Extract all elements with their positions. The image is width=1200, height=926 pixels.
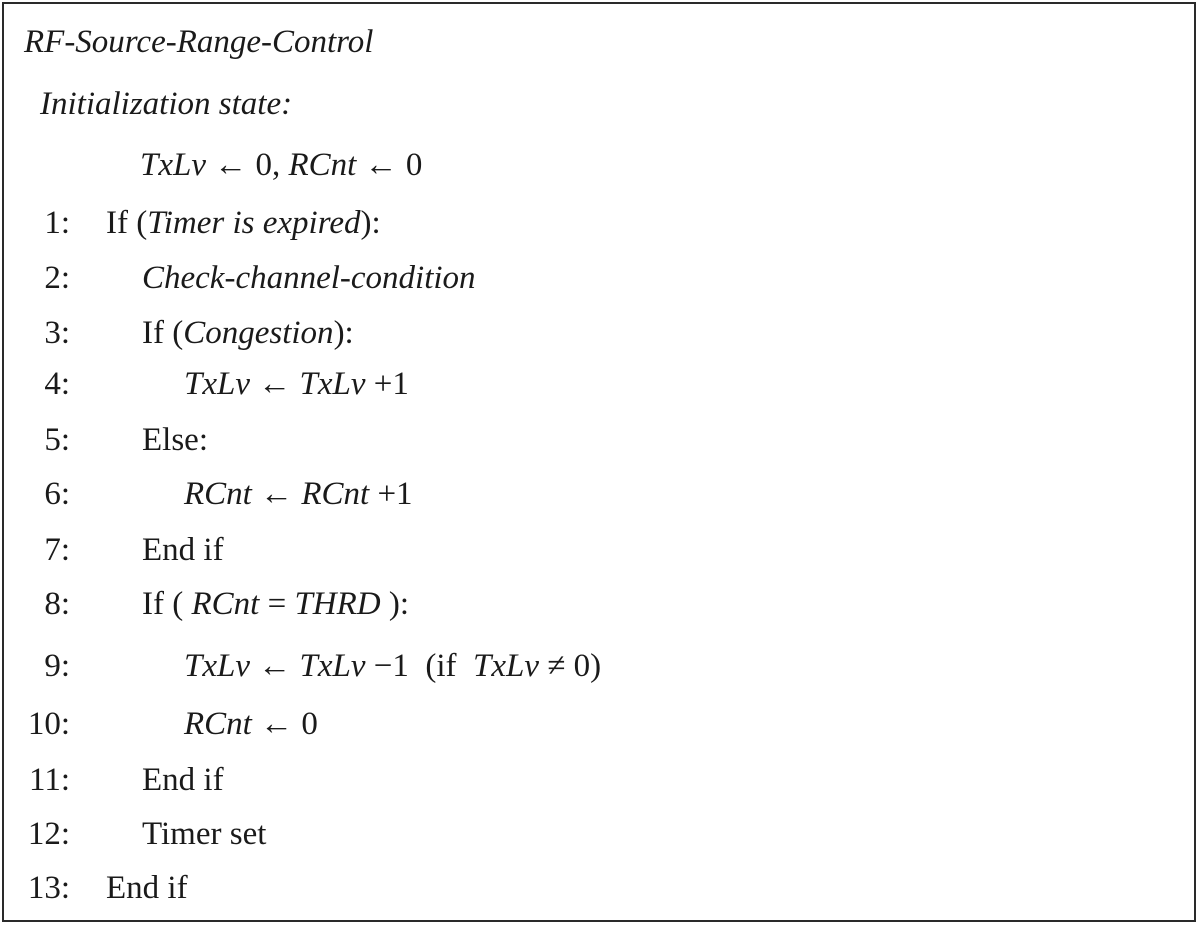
line-number: 12: bbox=[27, 816, 70, 852]
line-number: 9: bbox=[44, 648, 70, 684]
init-label: Initialization state: bbox=[40, 86, 293, 122]
variable: RCnt bbox=[184, 476, 252, 512]
expression-tail: +1 bbox=[365, 366, 409, 402]
condition: Timer is expired bbox=[147, 205, 361, 241]
line-number: 2: bbox=[44, 260, 70, 296]
algorithm-title: RF-Source-Range-Control bbox=[24, 24, 374, 60]
init-assign-1: ← 0, bbox=[206, 147, 289, 183]
init-assign-2: ← 0 bbox=[356, 147, 423, 183]
algorithm-box bbox=[2, 2, 1196, 922]
operator: ← bbox=[251, 476, 302, 512]
variable: TxLv bbox=[184, 366, 250, 402]
line-number: 3: bbox=[44, 315, 70, 351]
variable: TxLv bbox=[184, 648, 250, 684]
punctuation: ): bbox=[380, 586, 410, 622]
keyword: End if bbox=[142, 532, 224, 568]
init-var-rcnt: RCnt bbox=[288, 147, 357, 183]
punctuation: ): bbox=[333, 315, 354, 351]
variable: TxLv bbox=[299, 648, 366, 684]
line-number: 8: bbox=[44, 586, 70, 622]
keyword: Timer set bbox=[142, 816, 267, 852]
line-number: 5: bbox=[44, 422, 70, 458]
procedure-call: Check-channel-condition bbox=[142, 260, 476, 296]
punctuation: ): bbox=[360, 205, 381, 241]
operator: ← bbox=[250, 366, 300, 402]
line-number: 7: bbox=[44, 532, 70, 568]
condition: Congestion bbox=[183, 315, 334, 351]
init-var-txlv: TxLv bbox=[140, 147, 206, 183]
keyword: End if bbox=[106, 870, 188, 906]
constant: THRD bbox=[294, 586, 381, 622]
keyword: If ( bbox=[142, 586, 192, 622]
line-number: 1: bbox=[44, 205, 70, 241]
keyword: Else: bbox=[142, 422, 208, 458]
line-number: 11: bbox=[29, 762, 70, 798]
init-statement bbox=[140, 145, 422, 185]
operator: = bbox=[259, 586, 295, 622]
keyword: If ( bbox=[142, 315, 184, 351]
keyword: End if bbox=[142, 762, 224, 798]
keyword: If ( bbox=[106, 205, 148, 241]
variable: TxLv bbox=[299, 366, 366, 402]
variable: TxLv bbox=[473, 648, 540, 684]
line-number: 6: bbox=[44, 476, 70, 512]
expression-tail: +1 bbox=[369, 476, 413, 512]
operator: ← bbox=[250, 648, 300, 684]
operator: ← 0 bbox=[251, 706, 318, 742]
line-number: 13: bbox=[27, 870, 70, 906]
variable: RCnt bbox=[184, 706, 252, 742]
line-number: 10: bbox=[27, 706, 70, 742]
condition-tail: ≠ 0) bbox=[539, 648, 602, 684]
expression-tail: −1 (if bbox=[365, 648, 474, 684]
variable: RCnt bbox=[191, 586, 260, 622]
variable: RCnt bbox=[301, 476, 370, 512]
line-number: 4: bbox=[44, 366, 70, 402]
